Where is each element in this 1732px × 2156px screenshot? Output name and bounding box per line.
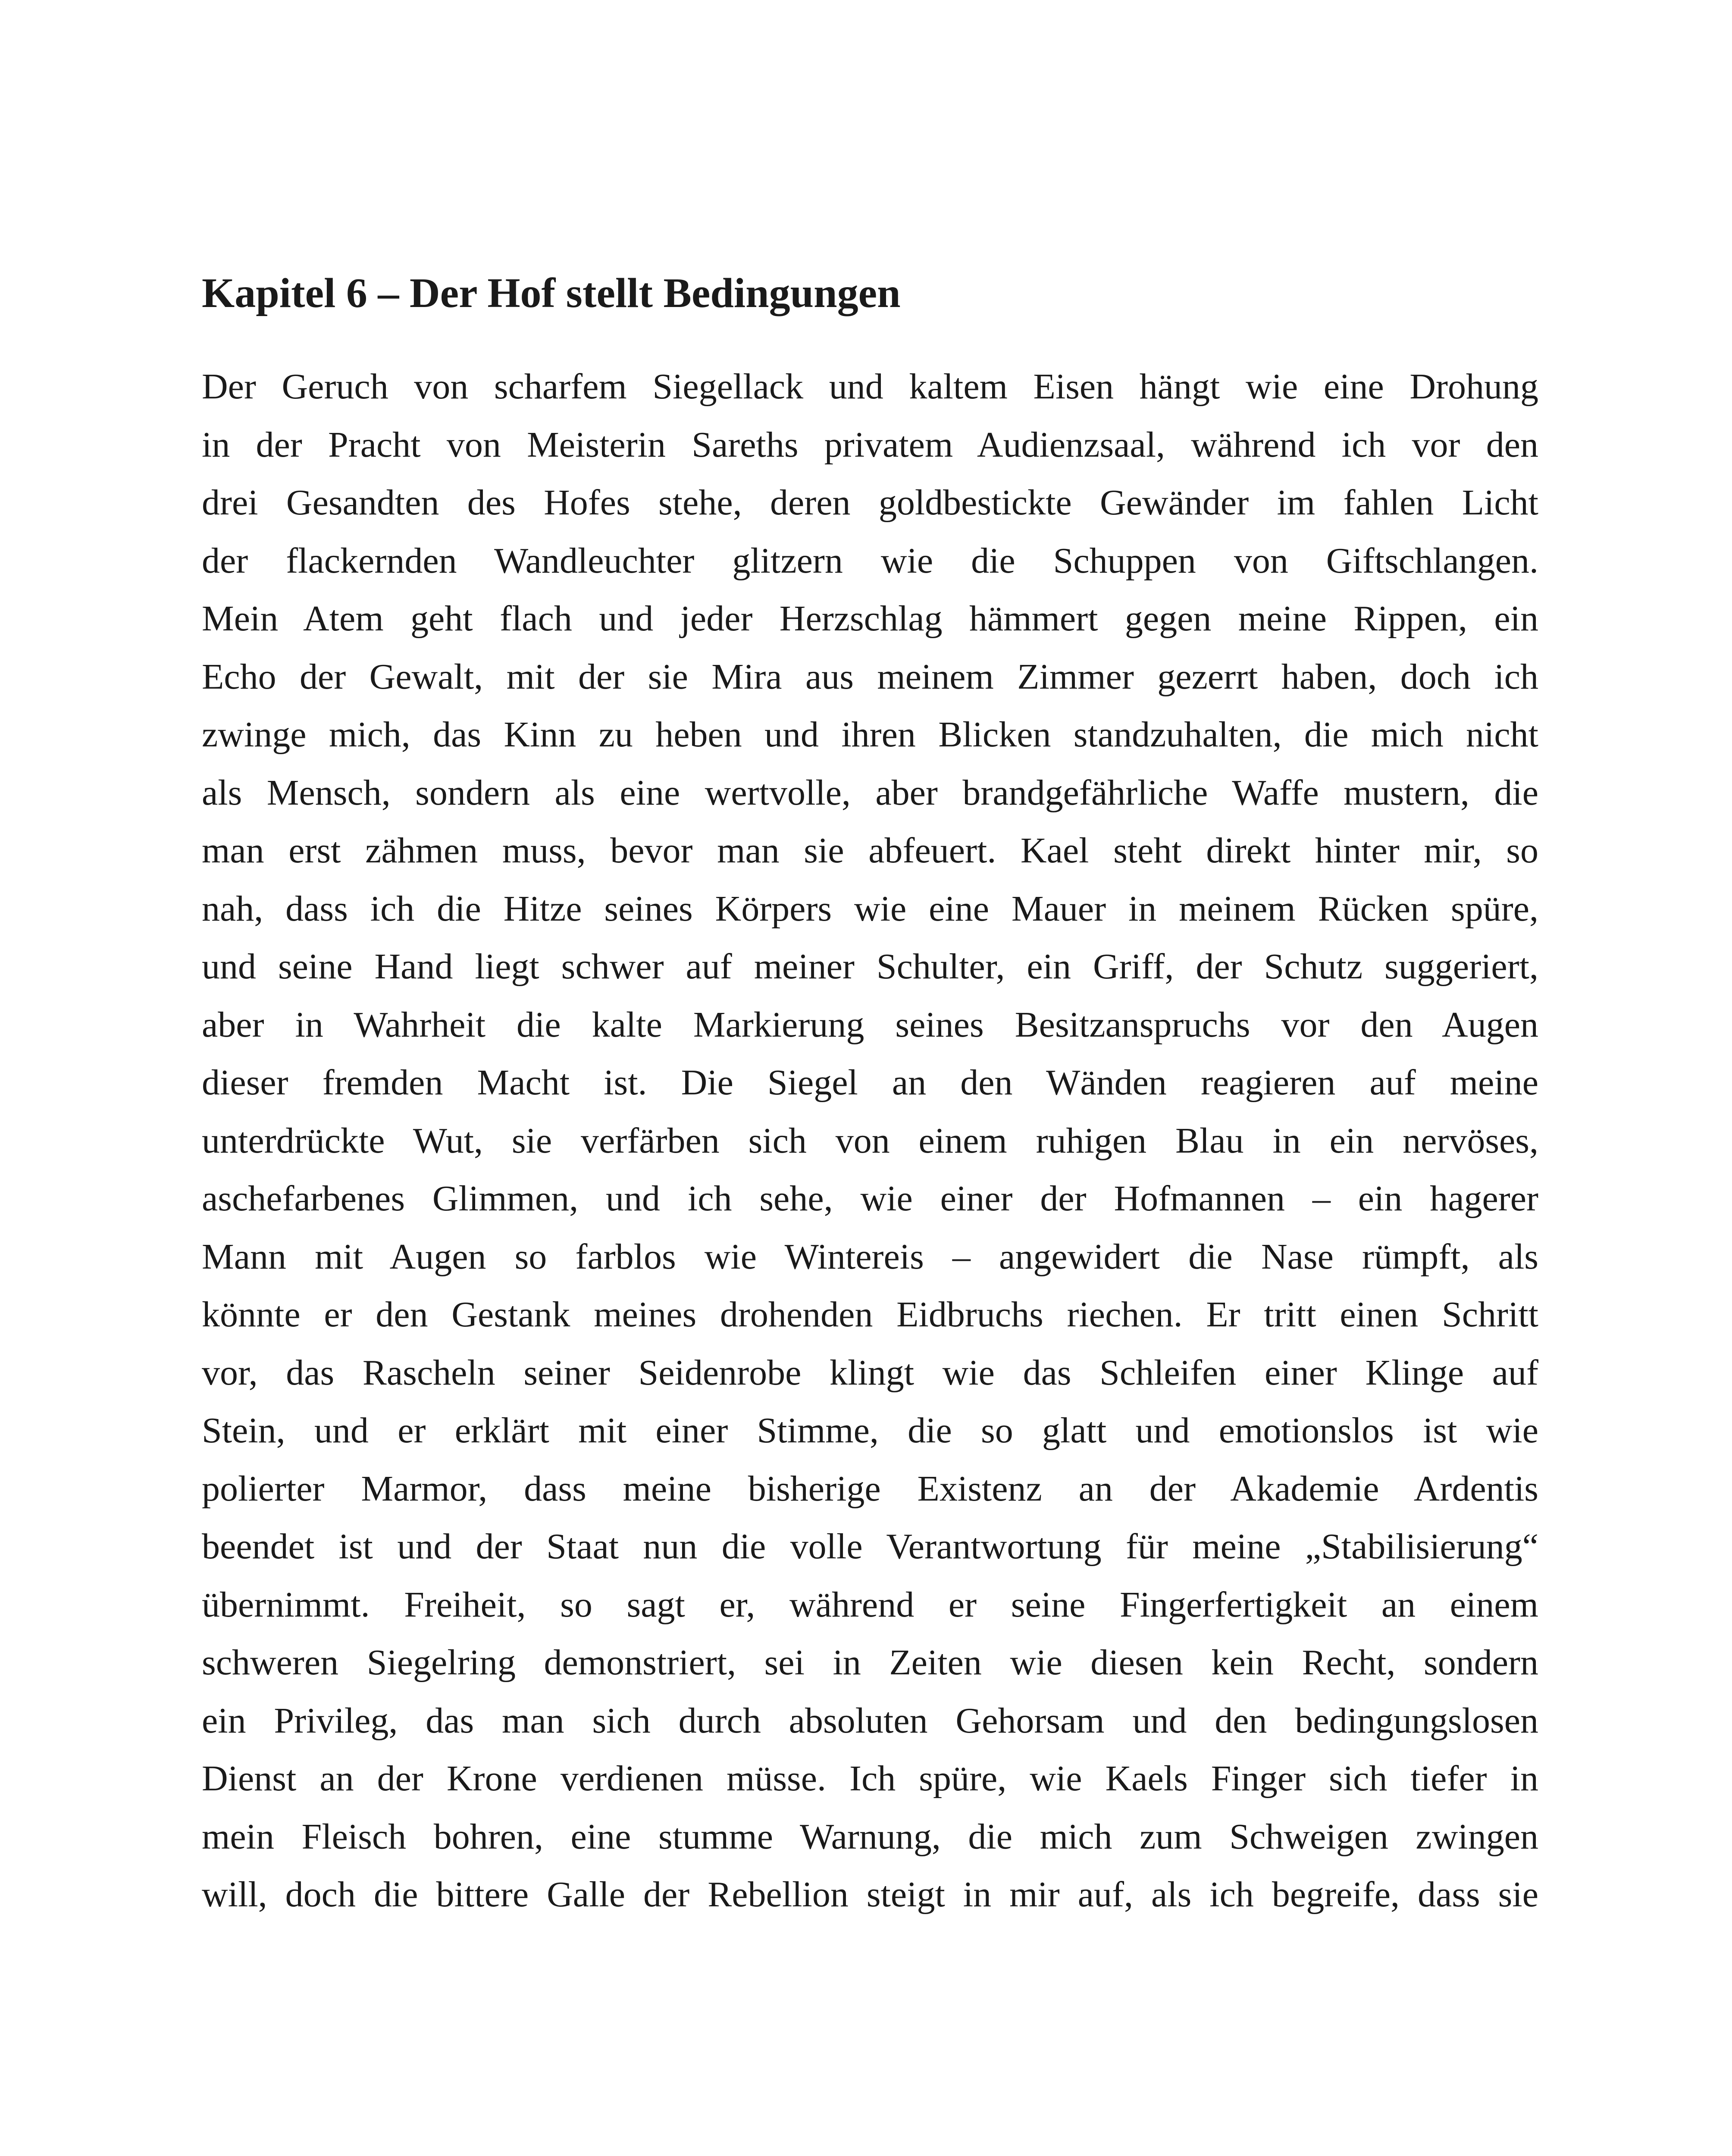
paragraph-line: und seine Hand liegt schwer auf meiner Schulter, ein Griff, der Schutz suggeriert, bbox=[202, 946, 1538, 987]
paragraph-line: dieser fremden Macht ist. Die Siegel an den Wänden reagieren auf meine bbox=[202, 1062, 1538, 1103]
paragraph-line: mein Fleisch bohren, eine stumme Warnung, die mich zum Schweigen zwingen bbox=[202, 1816, 1538, 1857]
paragraph-line: der flackernden Wandleuchter glitzern wie die Schuppen von Giftschlangen. bbox=[202, 540, 1538, 581]
paragraph-line: Der Geruch von scharfem Siegellack und kaltem Eisen hängt wie eine Drohung bbox=[202, 367, 1538, 407]
paragraph-line: unterdrückte Wut, sie verfärben sich von einem ruhigen Blau in ein nervöses, bbox=[202, 1120, 1538, 1161]
paragraph-line: will, doch die bittere Galle der Rebellion steigt in mir auf, als ich begreife, dass sie bbox=[202, 1874, 1538, 1915]
body-paragraph bbox=[202, 358, 1538, 1924]
paragraph-line: beendet ist und der Staat nun die volle Verantwortung für meine „Stabilisierung“ bbox=[202, 1526, 1538, 1567]
paragraph-line: zwinge mich, das Kinn zu heben und ihren Blicken standzuhalten, die mich nicht bbox=[202, 714, 1538, 755]
paragraph-line: nah, dass ich die Hitze seines Körpers wie eine Mauer in meinem Rücken spüre, bbox=[202, 888, 1538, 929]
paragraph-line: ein Privileg, das man sich durch absoluten Gehorsam und den bedingungslosen bbox=[202, 1700, 1538, 1741]
paragraph-line: in der Pracht von Meisterin Sareths privatem Audienzsaal, während ich vor den bbox=[202, 424, 1538, 465]
paragraph-line: schweren Siegelring demonstriert, sei in Zeiten wie diesen kein Recht, sondern bbox=[202, 1642, 1538, 1683]
paragraph-line: Mann mit Augen so farblos wie Wintereis – angewidert die Nase rümpft, als bbox=[202, 1236, 1538, 1277]
chapter-title: Kapitel 6 – Der Hof stellt Bedingungen bbox=[202, 270, 901, 317]
paragraph-line: vor, das Rascheln seiner Seidenrobe klingt wie das Schleifen einer Klinge auf bbox=[202, 1352, 1538, 1393]
paragraph-line: polierter Marmor, dass meine bisherige Existenz an der Akademie Ardentis bbox=[202, 1468, 1538, 1509]
page-content bbox=[202, 267, 1538, 1924]
paragraph-line: aber in Wahrheit die kalte Markierung seines Besitzanspruchs vor den Augen bbox=[202, 1004, 1538, 1045]
paragraph-line: drei Gesandten des Hofes stehe, deren goldbestickte Gewänder im fahlen Licht bbox=[202, 483, 1538, 523]
paragraph-line: Echo der Gewalt, mit der sie Mira aus meinem Zimmer gezerrt haben, doch ich bbox=[202, 656, 1538, 697]
paragraph-line: man erst zähmen muss, bevor man sie abfeuert. Kael steht direkt hinter mir, so bbox=[202, 830, 1538, 871]
paragraph-line: Mein Atem geht flach und jeder Herzschlag hämmert gegen meine Rippen, ein bbox=[202, 599, 1538, 639]
paragraph-line: könnte er den Gestank meines drohenden Eidbruchs riechen. Er tritt einen Schritt bbox=[202, 1294, 1538, 1335]
paragraph-line: übernimmt. Freiheit, so sagt er, während er seine Fingerfertigkeit an einem bbox=[202, 1584, 1538, 1625]
paragraph-line: Stein, und er erklärt mit einer Stimme, die so glatt und emotionslos ist wie bbox=[202, 1410, 1538, 1451]
paragraph-line: als Mensch, sondern als eine wertvolle, aber brandgefährliche Waffe mustern, die bbox=[202, 772, 1538, 813]
paragraph-line: aschefarbenes Glimmen, und ich sehe, wie einer der Hofmannen – ein hagerer bbox=[202, 1178, 1538, 1219]
paragraph-line: Dienst an der Krone verdienen müsse. Ich spüre, wie Kaels Finger sich tiefer in bbox=[202, 1758, 1538, 1799]
